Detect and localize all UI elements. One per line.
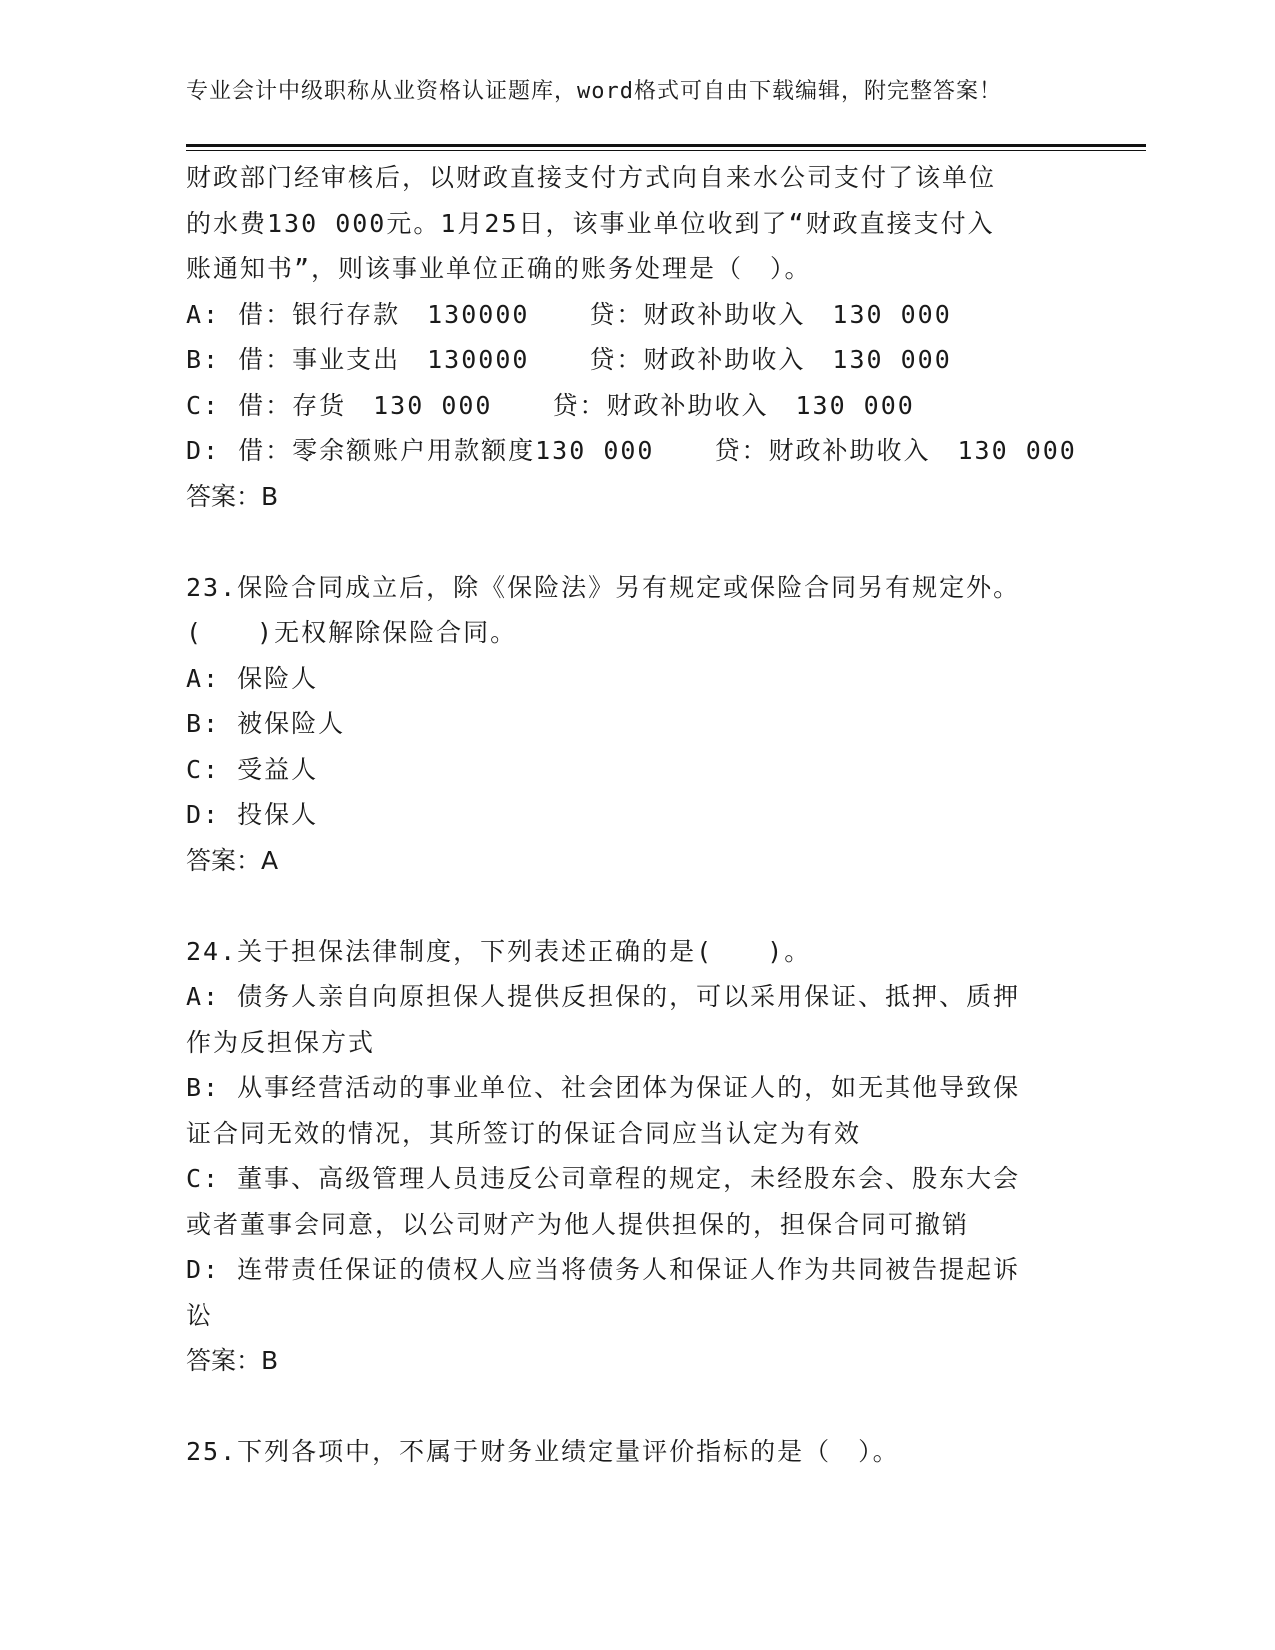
- option-label: D:: [186, 436, 221, 465]
- option-credit: 贷：财政补助收入 130 000: [714, 436, 1077, 465]
- q22-stem-line-3: 账通知书”，则该事业单位正确的账务处理是（ ）。: [186, 254, 812, 283]
- q23-option-a: A: 保险人: [186, 663, 319, 693]
- q23-stem-line-2: ( )无权解除保险合同。: [186, 618, 518, 647]
- q22-option-c: [186, 383, 1086, 429]
- spacer: [186, 519, 1086, 565]
- q24-stem-line-1: 24.关于担保法律制度，下列表述正确的是( )。: [186, 936, 812, 966]
- q22-stem-line-1: 财政部门经审核后，以财政直接支付方式向自来水公司支付了该单位: [186, 163, 997, 192]
- option-label: A:: [186, 299, 221, 329]
- q24-option-b-line-2: 证合同无效的情况，其所签订的保证合同应当认定为有效: [186, 1118, 862, 1148]
- option-credit: 贷：财政补助收入 130 000: [589, 345, 952, 374]
- page-header: 专业会计中级职称从业资格认证题库，word格式可自由下载编辑，附完整答案！: [186, 79, 1002, 104]
- q24-option-d-line-1: D: 连带责任保证的债权人应当将债务人和保证人作为共同被告提起诉: [186, 1255, 1021, 1284]
- q24-answer: 答案：B: [186, 1346, 279, 1375]
- q25-stem-line-1: 25.下列各项中，不属于财务业绩定量评价指标的是（ ）。: [186, 1437, 900, 1466]
- q22-option-b: [186, 337, 1086, 383]
- q23-answer: 答案：A: [186, 845, 279, 875]
- q22-option-a: [186, 292, 1086, 338]
- q22-option-d: [186, 428, 1086, 474]
- q23-option-b: B: 被保险人: [186, 709, 346, 738]
- q23-option-c: C: 受益人: [186, 754, 319, 784]
- option-debit: 借：存货 130 000: [238, 390, 493, 420]
- option-label: B:: [186, 345, 221, 374]
- option-debit: 借：零余额账户用款额度130 000: [238, 436, 655, 465]
- q23-stem-line-1: 23.保险合同成立后，除《保险法》另有规定或保险合同另有规定外。: [186, 572, 1021, 602]
- option-credit: 贷：财政补助收入 130 000: [552, 390, 915, 420]
- q23-option-d: D: 投保人: [186, 800, 319, 829]
- option-credit: 贷：财政补助收入 130 000: [589, 299, 952, 329]
- q24-option-a-line-1: A: 债务人亲自向原担保人提供反担保的，可以采用保证、抵押、质押: [186, 982, 1021, 1011]
- q24-option-b-line-1: B: 从事经营活动的事业单位、社会团体为保证人的，如无其他导致保: [186, 1073, 1021, 1102]
- header-rule-thick: [186, 144, 1146, 147]
- q24-option-c-line-1: C: 董事、高级管理人员违反公司章程的规定，未经股东会、股东大会: [186, 1164, 1021, 1193]
- document-body: [186, 155, 1086, 1475]
- q22-stem-line-2: 的水费130 000元。1月25日，该事业单位收到了“财政直接支付入: [186, 208, 995, 238]
- option-debit: 借：银行存款 130000: [238, 299, 530, 329]
- q22-answer: 答案：B: [186, 481, 279, 511]
- spacer: [186, 883, 1086, 929]
- header-rule-thin: [186, 150, 1146, 151]
- q24-option-c-line-2: 或者董事会同意，以公司财产为他人提供担保的，担保合同可撤销: [186, 1209, 970, 1239]
- q24-option-d-line-2: 讼: [186, 1300, 214, 1330]
- spacer: [186, 1384, 1086, 1430]
- option-debit: 借：事业支出 130000: [238, 345, 530, 374]
- option-label: C:: [186, 390, 221, 420]
- q24-option-a-line-2: 作为反担保方式: [186, 1027, 376, 1057]
